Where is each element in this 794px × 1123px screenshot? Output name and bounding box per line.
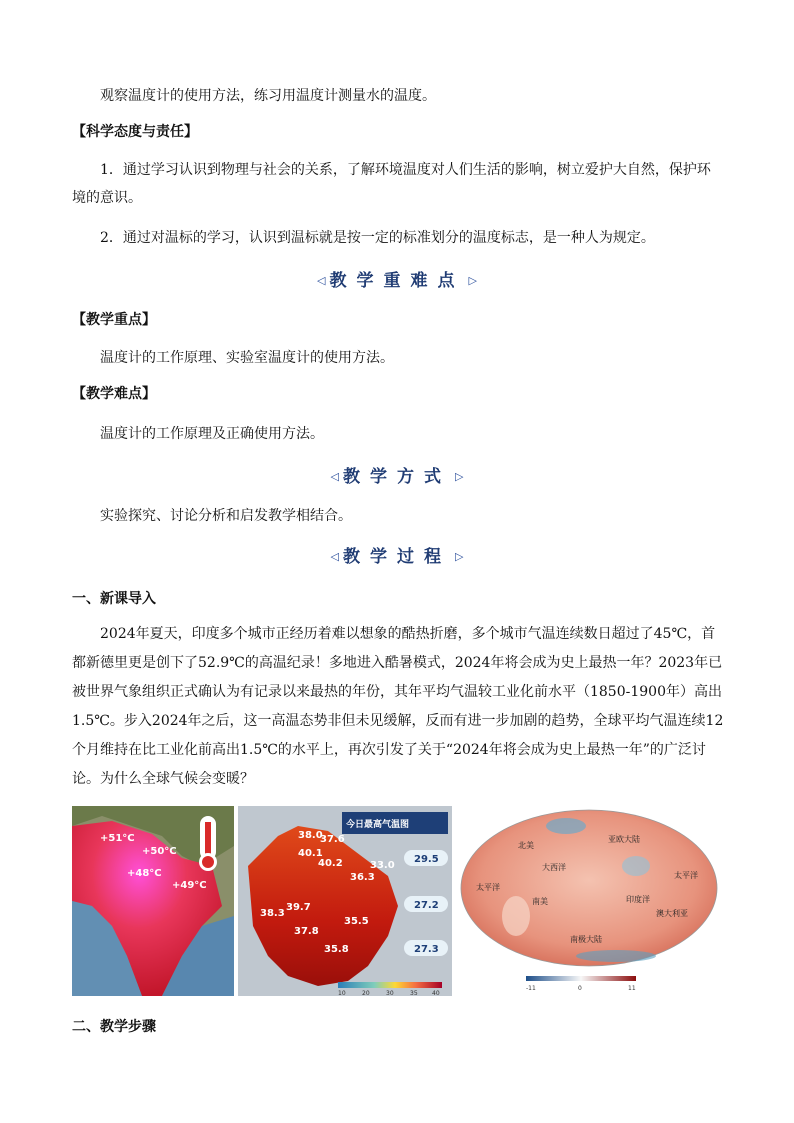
intro-paragraph: 2024年夏天，印度多个城市正经历着难以想象的酷热折磨，多个城市气温连续数日超过了45℃，首都新德里更是创下了52.9℃的高温纪录！多地进入酷暑模式，2024年将会成为史上最热一年？2023年已被世界气象组织正式确认为有记录以来最热的年份，其年平均气温较工业化前水平（1850-1900年）高出1.5℃。步入2024年之后，这一高温态势非但未见缓解，反而有进一步加剧的趋势，全球平均气温连续12个月维持在比工业化前高出1.5℃的水平上，再次引发了关于“2024年将会成为史上最热一年”的广泛讨论。为什么全球气候会变暖？ <box>72 626 724 787</box>
city-temp-value: 37.8 <box>294 926 319 937</box>
attitude-item-1: 1．通过学习认识到物理与社会的关系，了解环境温度对人们生活的影响，树立爱护大自然，保护环境的意识。 <box>72 162 711 206</box>
world-map-label: 北美 <box>518 841 534 850</box>
city-temp-value: 40.1 <box>298 848 323 859</box>
legend-max: 11 <box>628 985 636 992</box>
city-temp-value: 37.6 <box>320 834 345 845</box>
legend-min: -11 <box>526 985 536 992</box>
world-map-label: 太平洋 <box>674 871 698 880</box>
scale-tick: 20 <box>362 990 370 996</box>
zhejiang-badge-value: 27.3 <box>414 944 439 955</box>
section-header-process <box>0 542 794 567</box>
attitude-item-2: 2．通过对温标的学习，认识到温标就是按一定的标准划分的温度标志，是一种人为规定。 <box>100 230 655 246</box>
city-temp-value: 38.3 <box>260 908 285 919</box>
india-temp-label: +49°C <box>172 880 207 891</box>
scale-tick: 40 <box>432 990 440 996</box>
legend-mid: 0 <box>578 985 582 992</box>
city-temp-value: 35.5 <box>344 916 369 927</box>
zhejiang-badge-value: 27.2 <box>414 900 439 911</box>
section-title: 教学过程 <box>343 547 451 567</box>
world-map-label: 南极大陆 <box>570 935 602 944</box>
world-map-label: 大西洋 <box>542 863 566 872</box>
city-temp-value: 35.8 <box>324 944 349 955</box>
scale-tick: 35 <box>410 990 418 996</box>
key-heading: 【教学重点】 <box>72 312 156 328</box>
section-header-key-difficult <box>0 266 794 291</box>
triangle-left-icon: ◁ <box>330 470 339 483</box>
method-text: 实验探究、讨论分析和启发教学相结合。 <box>100 508 352 524</box>
key-text: 温度计的工作原理、实验室温度计的使用方法。 <box>100 350 394 366</box>
triangle-left-icon: ◁ <box>330 550 339 563</box>
india-temp-label: +48°C <box>127 868 162 879</box>
india-temp-label: +51°C <box>100 833 135 844</box>
scale-tick: 30 <box>386 990 394 996</box>
city-temp-value: 39.7 <box>286 902 311 913</box>
triangle-left-icon: ◁ <box>317 274 326 287</box>
part2-heading: 二、教学步骤 <box>72 1019 156 1035</box>
india-heat-map-image <box>72 806 234 996</box>
world-map-label: 印度洋 <box>626 895 650 904</box>
difficult-text: 温度计的工作原理及正确使用方法。 <box>100 426 324 442</box>
part1-heading: 一、新课导入 <box>72 591 156 607</box>
city-temp-value: 40.2 <box>318 858 343 869</box>
zhejiang-badge-value: 29.5 <box>414 854 439 865</box>
thermometer-icon <box>199 816 217 871</box>
city-temp-value: 36.3 <box>350 872 375 883</box>
scale-tick: 10 <box>338 990 346 996</box>
zhejiang-temperature-map-image <box>238 806 452 996</box>
world-map-label: 太平洋 <box>476 883 500 892</box>
triangle-right-icon: ▷ <box>468 274 477 287</box>
difficult-heading: 【教学难点】 <box>72 386 156 402</box>
city-temp-value: 33.0 <box>370 860 395 871</box>
section-title: 教学方式 <box>343 467 451 487</box>
paragraph-thermometer-usage: 观察温度计的使用方法，练习用温度计测量水的温度。 <box>100 88 436 104</box>
world-map-label: 南美 <box>532 897 548 906</box>
zhejiang-map-title: 今日最高气温图 <box>346 820 410 830</box>
world-map-label: 亚欧大陆 <box>608 835 640 844</box>
world-temperature-anomaly-map-image <box>456 806 722 996</box>
city-temp-value: 38.0 <box>298 830 323 841</box>
india-temp-label: +50°C <box>142 846 177 857</box>
section-header-method <box>0 462 794 487</box>
world-map-label: 澳大利亚 <box>656 909 688 918</box>
attitude-heading: 【科学态度与责任】 <box>72 124 198 140</box>
section-title: 教学重难点 <box>329 271 465 291</box>
triangle-right-icon: ▷ <box>455 550 464 563</box>
triangle-right-icon: ▷ <box>455 470 464 483</box>
